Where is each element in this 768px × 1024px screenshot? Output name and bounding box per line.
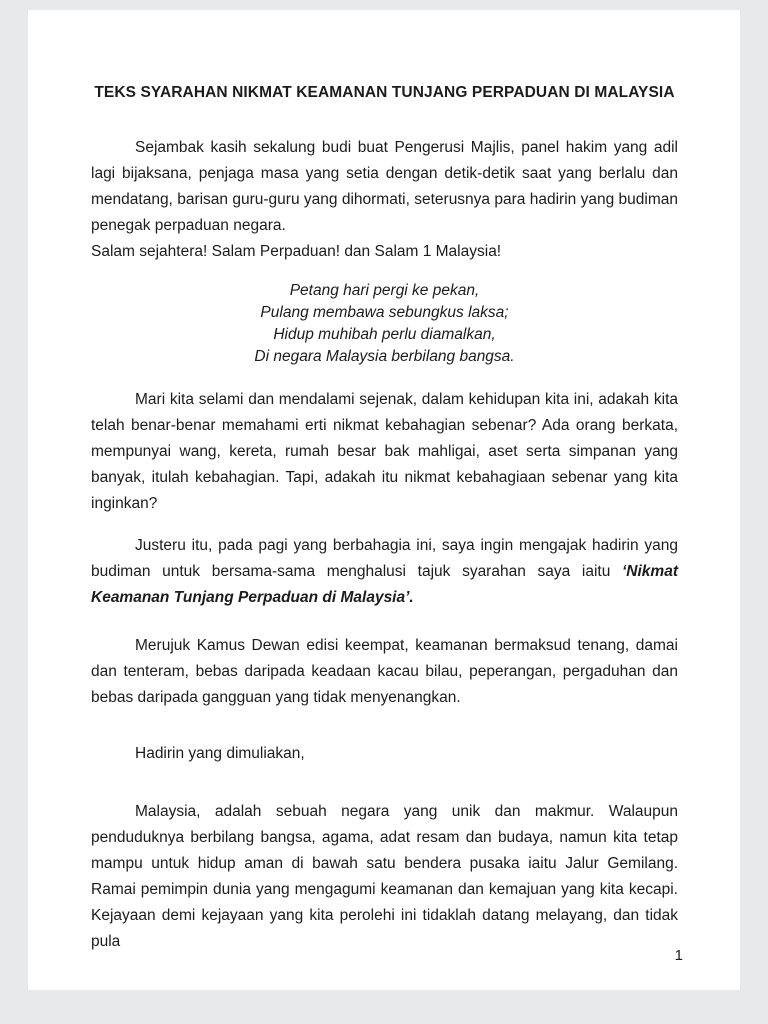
poem-line-1: Petang hari pergi ke pekan,	[289, 282, 480, 299]
speech-title-emphasis: ‘Nikmat Keamanan Tunjang Perpaduan di Malaysia’.	[91, 563, 678, 606]
poem-line-3: Hidup muhibah perlu diamalkan,	[273, 326, 496, 343]
paragraph-greeting: Sejambak kasih sekalung budi buat Pengerusi Majlis, panel hakim yang adil lagi bijaksana, penjaga masa yang setia dengan detik-detik saat yang berlalu dan mendatang, barisan guru-guru yang dihormati, seterusnya para hadirin yang budiman penegak perpaduan negara.	[91, 139, 678, 234]
document-content	[28, 10, 740, 955]
paragraph-topic-lead: Justeru itu, pada pagi yang berbahagia ini, saya ingin mengajak hadirin yang budiman untuk bersama-sama menghalusi tajuk syarahan saya iaitu	[91, 537, 678, 580]
page-number: 1	[674, 947, 683, 964]
paragraph-address: Hadirin yang dimuliakan,	[135, 745, 305, 762]
pantun-poem	[91, 280, 678, 368]
paragraph-malaysia: Malaysia, adalah sebuah negara yang unik dan makmur. Walaupun penduduknya berbilang bangsa, agama, adat resam dan budaya, namun kita tetap mampu untuk hidup aman di bawah satu bendera pusaka iaitu Jalur Gemilang. Ramai pemimpin dunia yang mengagumi keamanan dan kemajuan yang kita kecapi. Kejayaan demi kejayaan yang kita perolehi ini tidaklah datang melayang, dan tidak pula	[91, 803, 678, 950]
document-title: TEKS SYARAHAN NIKMAT KEAMANAN TUNJANG PERPADUAN DI MALAYSIA	[94, 84, 675, 101]
paragraph-salutation: Salam sejahtera! Salam Perpaduan! dan Salam 1 Malaysia!	[91, 243, 502, 260]
poem-line-4: Di negara Malaysia berbilang bangsa.	[254, 348, 515, 365]
poem-line-2: Pulang membawa sebungkus laksa;	[260, 304, 509, 321]
paragraph-definition: Merujuk Kamus Dewan edisi keempat, keamanan bermaksud tenang, damai dan tenteram, bebas daripada keadaan kacau bilau, peperangan, pergaduhan dan bebas daripada gangguan yang tidak menyenangkan.	[91, 637, 678, 706]
paragraph-topic-introduction	[91, 533, 678, 611]
paragraph-reflection: Mari kita selami dan mendalami sejenak, dalam kehidupan kita ini, adakah kita telah benar-benar memahami erti nikmat kebahagian sebenar? Ada orang berkata, mempunyai wang, kereta, rumah besar bak mahligai, aset serta simpanan yang banyak, itulah kebahagian. Tapi, adakah itu nikmat kebahagiaan sebenar yang kita inginkan?	[91, 391, 678, 512]
document-page	[28, 10, 740, 990]
